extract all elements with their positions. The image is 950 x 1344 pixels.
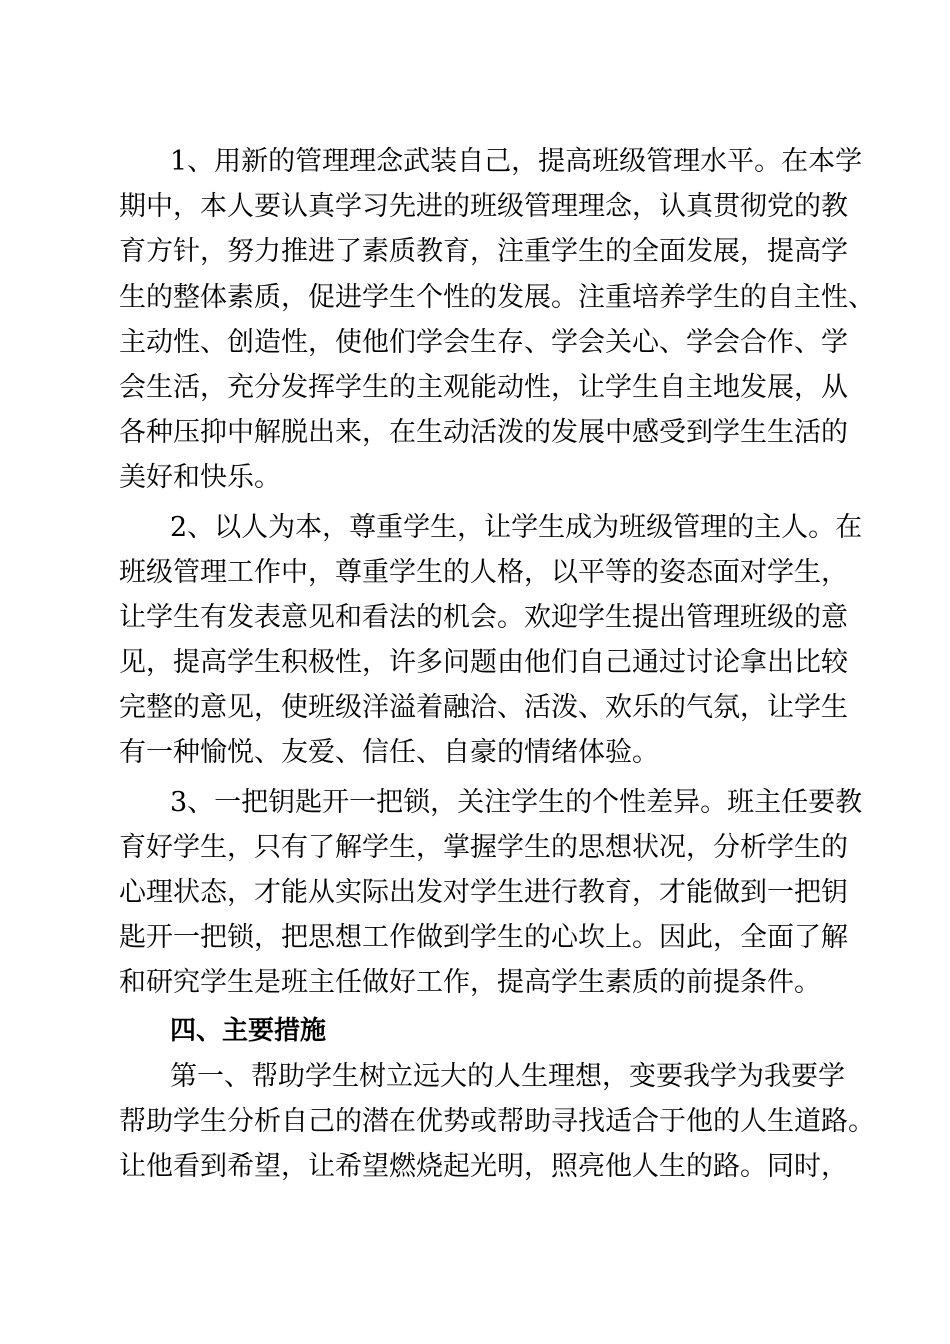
document-body — [119, 139, 875, 1189]
paragraph-line: 期中，本人要认真学习先进的班级管理理念，认真贯彻党的教 — [119, 191, 848, 223]
paragraph-line: 让他看到希望，让希望燃烧起光明，照亮他人生的路。同时， — [119, 1151, 848, 1183]
paragraph-line: 班级管理工作中，尊重学生的人格，以平等的姿态面对学生， — [119, 556, 848, 588]
section-heading: 四、主要措施 — [170, 1015, 327, 1046]
paragraph-line: 主动性、创造性，使他们学会生存、学会关心、学会合作、学 — [119, 326, 848, 358]
paragraph-line: 1、用新的管理理念武装自己，提高班级管理水平。在本学 — [170, 146, 863, 177]
paragraph-1 — [119, 139, 875, 501]
paragraph-line: 美好和快乐。 — [119, 462, 281, 494]
paragraph-line: 见，提高学生积极性，许多问题由他们自己通过讨论拿出比较 — [119, 647, 848, 679]
paragraph-line: 2、以人为本，尊重学生，让学生成为班级管理的主人。在 — [170, 511, 863, 543]
paragraph-line: 心理状态，才能从实际出发对学生进行教育，才能做到一把钥 — [119, 877, 848, 908]
paragraph-line: 3、一把钥匙开一把锁，关注学生的个性差异。班主任要教 — [170, 786, 863, 818]
paragraph-line: 生的整体素质，促进学生个性的发展。注重培养学生的自主性、 — [119, 281, 875, 313]
paragraph-line: 会生活，充分发挥学生的主观能动性，让学生自主地发展，从 — [119, 371, 848, 403]
paragraph-4 — [119, 1054, 875, 1190]
paragraph-line: 让学生有发表意见和看法的机会。欢迎学生提出管理班级的意 — [119, 601, 848, 633]
paragraph-line: 有一种愉悦、友爱、信任、自豪的情绪体验。 — [119, 737, 659, 769]
paragraph-line: 各种压抑中解脱出来，在生动活泼的发展中感受到学生生活的 — [119, 417, 848, 449]
paragraph-line: 育好学生，只有了解学生，掌握学生的思想状况，分析学生的 — [119, 831, 848, 863]
paragraph-line: 育方针，努力推进了素质教育，注重学生的全面发展，提高学 — [119, 236, 848, 268]
paragraph-line: 和研究学生是班主任做好工作，提高学生素质的前提条件。 — [119, 967, 821, 999]
paragraph-3 — [119, 780, 863, 1006]
paragraph-line: 完整的意见，使班级洋溢着融洽、活泼、欢乐的气氛，让学生 — [119, 692, 848, 724]
paragraph-line: 帮助学生分析自己的潜在优势或帮助寻找适合于他的人生道路。 — [119, 1105, 875, 1137]
paragraph-2 — [119, 505, 863, 776]
paragraph-line: 匙开一把锁，把思想工作做到学生的心坎上。因此，全面了解 — [119, 922, 848, 954]
paragraph-line: 第一、帮助学生树立远大的人生理想，变要我学为我要学 — [170, 1060, 845, 1092]
